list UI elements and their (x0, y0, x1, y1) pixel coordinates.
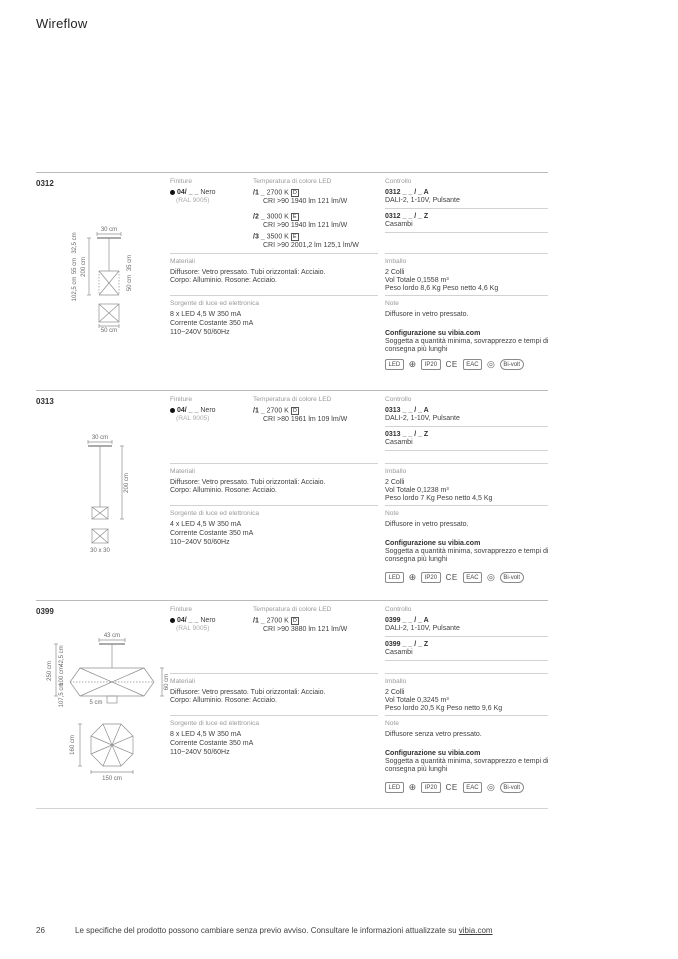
svg-text:100 cm: 100 cm (59, 666, 65, 686)
finiture-header: Finiture (170, 606, 192, 613)
temp-option (253, 617, 299, 626)
svg-text:55 cm: 55 cm (72, 257, 78, 275)
footer-text (75, 926, 493, 935)
globe-icon: ⊕ (408, 782, 417, 792)
divider (385, 232, 548, 233)
svg-text:30 x 30: 30 x 30 (90, 548, 110, 553)
materiali-header: Materiali (170, 258, 195, 265)
config-title: Configurazione su vibia.com (385, 750, 481, 757)
ce-mark-icon: CE (445, 360, 458, 369)
footer-link[interactable]: vibia.com (458, 926, 493, 935)
bivolt-badge: Bi-volt (500, 782, 524, 793)
svg-text:102,5 cm: 102,5 cm (72, 276, 78, 302)
svg-text:35 cm: 35 cm (127, 254, 133, 272)
control-code: 0313 _ _ / _ Z (385, 431, 429, 438)
config-text: Soggetta a quantità minima, sovrapprezzo e tempi di consegna più lunghi (385, 338, 549, 353)
note-header: Note (385, 300, 399, 307)
imballo-header: Imballo (385, 258, 407, 265)
sorgente-header: Sorgente di luce ed elettronica (170, 720, 260, 727)
sorgente-line: 4 x LED 4,5 W 350 mA (170, 521, 242, 528)
materiali-line: Corpo: Alluminio. Rosone: Acciaio. (170, 697, 277, 704)
globe-icon: ⊕ (408, 359, 417, 369)
finish-swatch-icon (170, 618, 175, 623)
finiture-header: Finiture (170, 178, 192, 185)
control-desc: DALI-2, 1-10V, Pulsante (385, 415, 460, 422)
led-badge: LED (385, 359, 404, 370)
temp-specs: CRI >90 2001,2 lm 125,1 lm/W (263, 242, 359, 249)
temp-option (253, 233, 299, 242)
finish-code: 04/ _ _ (177, 189, 199, 196)
temperatura-header: Temperatura di colore LED (253, 178, 332, 185)
svg-text:150 cm: 150 cm (102, 776, 122, 782)
materiali-header: Materiali (170, 678, 195, 685)
imballo-line: 2 Colli (385, 689, 405, 696)
materiali-line: Corpo: Alluminio. Rosone: Acciaio. (170, 487, 277, 494)
control-desc: DALI-2, 1-10V, Pulsante (385, 197, 460, 204)
energy-class-tag: D (292, 190, 297, 196)
divider (385, 636, 548, 637)
svg-text:250 cm: 250 cm (47, 661, 53, 681)
svg-text:50 cm: 50 cm (100, 328, 118, 333)
energy-class-tag: E (292, 234, 297, 240)
divider (385, 715, 548, 716)
ip20-badge: IP20 (421, 572, 440, 583)
sorgente-line: 8 x LED 4,5 W 350 mA (170, 311, 242, 318)
temp-specs: CRI >90 1940 lm 121 lm/W (263, 198, 348, 205)
energy-class-tag: D (292, 408, 297, 414)
technical-drawing-0313 (58, 433, 142, 553)
temp-specs: CRI >90 1940 lm 121 lm/W (263, 222, 348, 229)
ce-mark-icon: CE (445, 783, 458, 792)
divider (385, 660, 548, 661)
materiali-line: Diffusore: Vetro pressato. Tubi orizzontali: Acciaio. (170, 479, 326, 486)
imballo-line: Peso lordo 8,6 Kg Peso netto 4,6 Kg (385, 285, 499, 292)
imballo-line: Vol Totale 0,3245 m³ (385, 697, 449, 704)
temperatura-header: Temperatura di colore LED (253, 396, 332, 403)
note-line: Diffusore senza vetro pressato. (385, 731, 482, 738)
svg-text:60 cm: 60 cm (164, 673, 170, 691)
sorgente-line: 110~240V 50/60Hz (170, 539, 230, 546)
temperatura-header: Temperatura di colore LED (253, 606, 332, 613)
note-header: Note (385, 720, 399, 727)
sorgente-line: 110~240V 50/60Hz (170, 329, 230, 336)
divider (170, 673, 378, 674)
cert-mark-icon: ◎ (487, 572, 495, 582)
temp-kelvin: 3000 K (266, 213, 289, 221)
finish-name: Nero (200, 617, 216, 624)
divider (170, 295, 378, 296)
eac-badge: EAC (463, 782, 482, 793)
svg-text:5 cm: 5 cm (89, 700, 103, 706)
temp-kelvin: 3500 K (266, 233, 289, 241)
svg-text:107,5 cm: 107,5 cm (59, 682, 65, 708)
controllo-header: Controllo (385, 178, 412, 185)
imballo-line: Vol Totale 0,1238 m³ (385, 487, 449, 494)
sorgente-header: Sorgente di luce ed elettronica (170, 300, 260, 307)
control-desc: Casambi (385, 221, 413, 228)
control-code: 0399 _ _ / _ Z (385, 641, 429, 648)
control-code: 0312 _ _ / _ Z (385, 213, 429, 220)
temp-specs: CRI >90 3880 lm 121 lm/W (263, 626, 348, 633)
product-section-0399 (36, 600, 548, 808)
note-header: Note (385, 510, 399, 517)
materiali-line: Diffusore: Vetro pressato. Tubi orizzontali: Acciaio. (170, 689, 326, 696)
imballo-header: Imballo (385, 468, 407, 475)
finish-swatch-icon (170, 190, 175, 195)
divider (170, 463, 378, 464)
sorgente-line: Corrente Costante 350 mA (170, 320, 254, 327)
svg-text:30 cm: 30 cm (100, 227, 118, 233)
control-desc: Casambi (385, 439, 413, 446)
footer-page-number: 26 (36, 926, 45, 935)
svg-text:50 cm: 50 cm (127, 274, 133, 292)
divider (385, 463, 548, 464)
controllo-header: Controllo (385, 396, 412, 403)
control-code: 0312 _ _ / _ A (385, 189, 429, 196)
finish-swatch-icon (170, 408, 175, 413)
finish-code: 04/ _ _ (177, 617, 199, 624)
product-code: 0399 (36, 607, 54, 616)
imballo-line: 2 Colli (385, 269, 405, 276)
sorgente-line: 8 x LED 4,5 W 350 mA (170, 731, 242, 738)
svg-text:160 cm: 160 cm (70, 735, 76, 755)
product-code: 0312 (36, 179, 54, 188)
svg-text:30 cm: 30 cm (91, 435, 109, 441)
divider (170, 715, 378, 716)
temp-code: /2 _ (253, 213, 265, 221)
product-section-0312 (36, 172, 548, 390)
materiali-header: Materiali (170, 468, 195, 475)
divider (170, 253, 378, 254)
certification-badges (385, 572, 524, 583)
divider (385, 673, 548, 674)
imballo-header: Imballo (385, 678, 407, 685)
ip20-badge: IP20 (421, 782, 440, 793)
imballo-line: 2 Colli (385, 479, 405, 486)
controllo-header: Controllo (385, 606, 412, 613)
svg-text:32,5 cm: 32,5 cm (72, 232, 78, 254)
sorgente-line: Corrente Costante 350 mA (170, 740, 254, 747)
finiture-header: Finiture (170, 396, 192, 403)
imballo-line: Vol Totale 0,1558 m³ (385, 277, 449, 284)
svg-text:200 cm: 200 cm (81, 257, 87, 277)
divider (385, 450, 548, 451)
certification-badges (385, 359, 524, 370)
temp-code: /1 _ (253, 617, 265, 625)
cert-mark-icon: ◎ (487, 782, 495, 792)
finish-name: Nero (200, 407, 216, 414)
sorgente-header: Sorgente di luce ed elettronica (170, 510, 260, 517)
imballo-line: Peso lordo 7 Kg Peso netto 4,5 Kg (385, 495, 493, 502)
sorgente-line: Corrente Costante 350 mA (170, 530, 254, 537)
ip20-badge: IP20 (421, 359, 440, 370)
eac-badge: EAC (463, 359, 482, 370)
imballo-line: Peso lordo 20,5 Kg Peso netto 9,6 Kg (385, 705, 503, 712)
temp-kelvin: 2700 K (266, 617, 289, 625)
globe-icon: ⊕ (408, 572, 417, 582)
temp-option (253, 407, 299, 416)
technical-drawing-0399 (42, 631, 174, 783)
finish-ral: (RAL 9005) (176, 197, 210, 204)
config-text: Soggetta a quantità minima, sovrapprezzo e tempi di consegna più lunghi (385, 548, 549, 563)
temp-code: /1 _ (253, 407, 265, 415)
technical-drawing-0312 (46, 225, 158, 333)
control-desc: DALI-2, 1-10V, Pulsante (385, 625, 460, 632)
materiali-line: Diffusore: Vetro pressato. Tubi orizzontali: Acciaio. (170, 269, 326, 276)
ce-mark-icon: CE (445, 573, 458, 582)
eac-badge: EAC (463, 572, 482, 583)
energy-class-tag: D (292, 618, 297, 624)
product-section-0313 (36, 390, 548, 600)
bivolt-badge: Bi-volt (500, 572, 524, 583)
led-badge: LED (385, 782, 404, 793)
certification-badges (385, 782, 524, 793)
divider (385, 505, 548, 506)
sorgente-line: 110~240V 50/60Hz (170, 749, 230, 756)
control-code: 0399 _ _ / _ A (385, 617, 429, 624)
temp-code: /1 _ (253, 189, 265, 197)
finish-option (170, 189, 216, 197)
divider (385, 208, 548, 209)
page-title: Wireflow (36, 16, 88, 31)
divider (170, 505, 378, 506)
bivolt-badge: Bi-volt (500, 359, 524, 370)
finish-ral: (RAL 9005) (176, 625, 210, 632)
materiali-line: Corpo: Alluminio. Rosone: Acciaio. (170, 277, 277, 284)
note-line: Diffusore in vetro pressato. (385, 311, 469, 318)
divider (385, 253, 548, 254)
control-desc: Casambi (385, 649, 413, 656)
temp-specs: CRI >80 1961 lm 109 lm/W (263, 416, 348, 423)
led-badge: LED (385, 572, 404, 583)
finish-option (170, 407, 216, 415)
temp-option (253, 213, 299, 222)
cert-mark-icon: ◎ (487, 359, 495, 369)
finish-ral: (RAL 9005) (176, 415, 210, 422)
divider (385, 295, 548, 296)
divider (385, 426, 548, 427)
temp-kelvin: 2700 K (266, 189, 289, 197)
finish-option (170, 617, 216, 625)
svg-text:42,5 cm: 42,5 cm (59, 645, 65, 667)
temp-code: /3 _ (253, 233, 265, 241)
finish-name: Nero (200, 189, 216, 196)
temp-kelvin: 2700 K (266, 407, 289, 415)
note-line: Diffusore in vetro pressato. (385, 521, 469, 528)
config-title: Configurazione su vibia.com (385, 330, 481, 337)
temp-option (253, 189, 299, 198)
svg-text:43 cm: 43 cm (103, 633, 121, 639)
finish-code: 04/ _ _ (177, 407, 199, 414)
config-text: Soggetta a quantità minima, sovrapprezzo e tempi di consegna più lunghi (385, 758, 549, 773)
divider (36, 808, 548, 809)
control-code: 0313 _ _ / _ A (385, 407, 429, 414)
energy-class-tag: E (292, 214, 297, 220)
svg-text:200 cm: 200 cm (124, 473, 130, 493)
config-title: Configurazione su vibia.com (385, 540, 481, 547)
product-code: 0313 (36, 397, 54, 406)
footer-disclaimer: Le specifiche del prodotto possono cambiare senza previo avviso. Consultare le informazioni attualizzate su (75, 926, 457, 935)
